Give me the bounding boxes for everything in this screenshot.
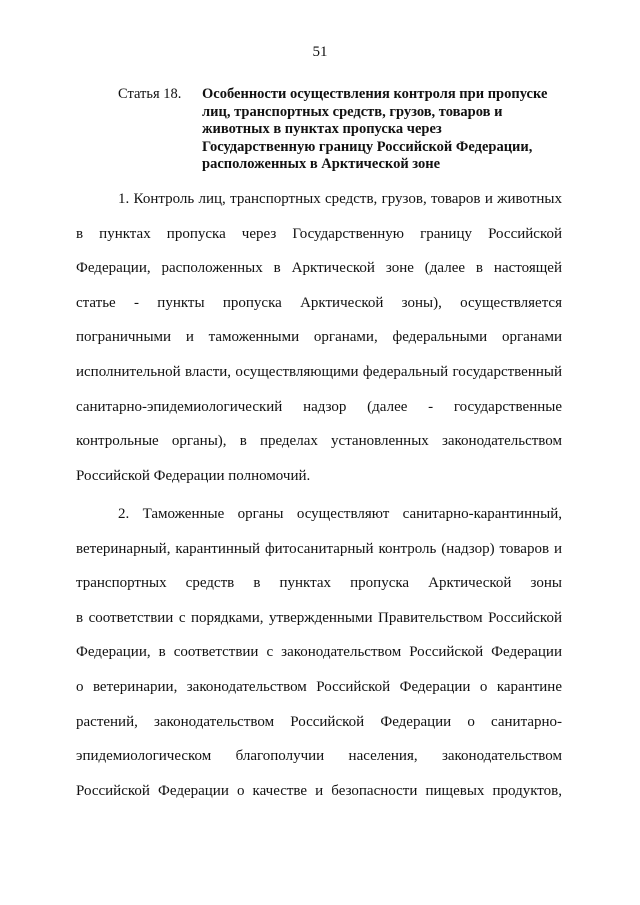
text-line: эпидемиологическом благополучии населения, законодательством [76,748,562,765]
text-line: растений, законодательством Российской Федерации о санитарно- [76,713,562,730]
text-line: 1. Контроль лиц, транспортных средств, грузов, товаров и животных [118,191,562,207]
paragraph-2 [76,503,562,814]
text-line: Федерации, в соответствии с законодательством Российской Федерации [76,644,562,661]
text-line: санитарно-эпидемиологический надзор (далее - государственные [76,398,562,415]
text-line: статье - пункты пропуска Арктической зоны), осуществляется [76,294,562,311]
text-line: контрольные органы), в пределах установленных законодательством [76,433,562,450]
paragraph-1 [76,188,562,499]
text-line: Российской Федерации полномочий. [76,467,311,484]
text-line: Российской Федерации о качестве и безопасности пищевых продуктов, [76,782,562,799]
article-title-line: Особенности осуществления контроля при пропуске [202,86,548,102]
article-label: Статья 18. [118,86,182,102]
page-number: 51 [312,44,328,60]
text-line: исполнительной власти, осуществляющими федеральный государственный [76,363,562,380]
text-line: 2. Таможенные органы осуществляют санитарно-карантинный, [118,506,562,522]
article-title-line: животных в пунктах пропуска через [202,121,442,137]
text-line: Федерации, расположенных в Арктической зоне (далее в настоящей [76,260,562,277]
article-title-line: Государственную границу Российской Федерации, [202,138,533,155]
article-title-line: расположенных в Арктической зоне [202,156,441,172]
text-line: о ветеринарии, законодательством Российской Федерации о карантине [76,678,562,695]
article-title [202,86,568,174]
text-line: в соответствии с порядками, утвержденными Правительством Российской [76,609,562,626]
article-heading [118,86,568,174]
text-line: транспортных средств в пунктах пропуска Арктической зоны [76,575,562,592]
text-line: ветеринарный, карантинный фитосанитарный контроль (надзор) товаров и [76,540,562,557]
text-line: в пунктах пропуска через Государственную границу Российской [76,225,562,242]
text-line: пограничными и таможенными органами, федеральными органами [76,329,562,346]
article-title-line: лиц, транспортных средств, грузов, товаров и [202,103,503,120]
